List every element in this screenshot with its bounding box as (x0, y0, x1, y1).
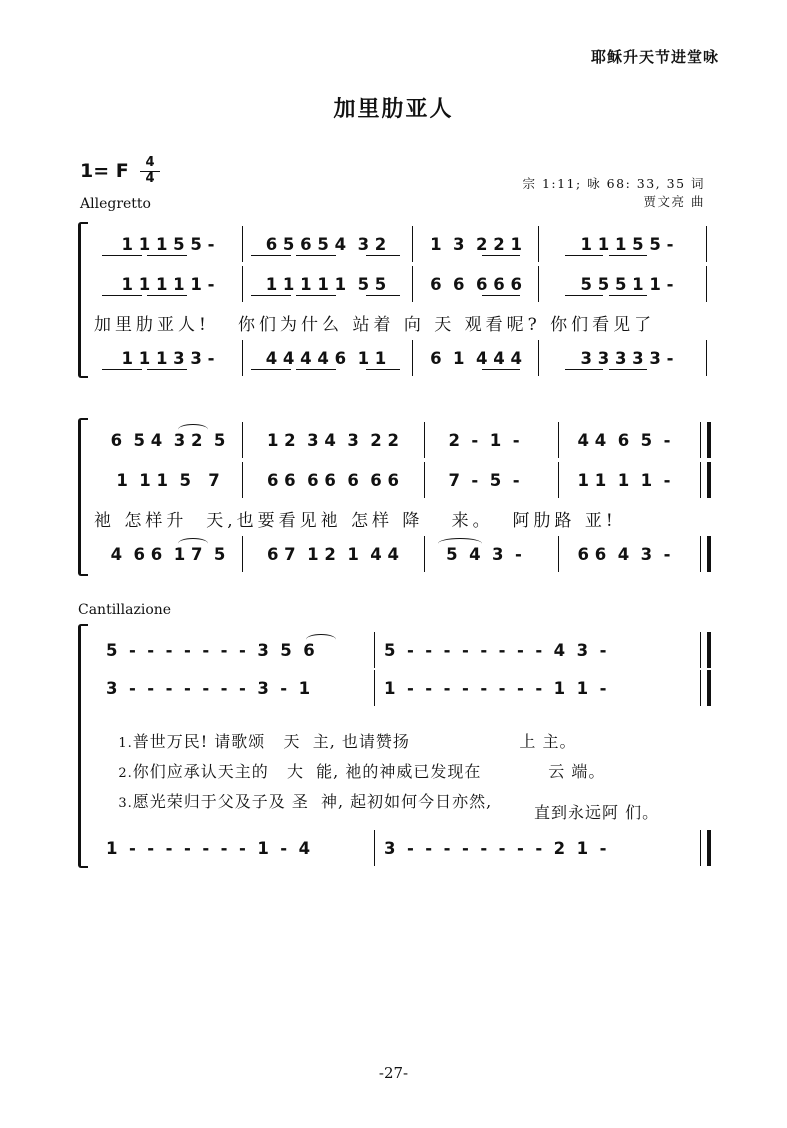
page-title: 加里肋亚人 (333, 96, 454, 122)
beam (366, 295, 400, 296)
barline (558, 462, 559, 498)
measure-2: 6 5 6 5 4 3 2 (265, 235, 387, 254)
barline (424, 422, 425, 458)
music-credit: 贾文亮 曲 (643, 194, 705, 209)
measure-1: 1 1 1 5 7 (116, 471, 220, 490)
key-signature: 1= F (80, 160, 129, 182)
voice-alto (94, 676, 714, 702)
system-brace (78, 418, 88, 576)
verse-text: 普世万民! 请歌颂 天 主, 也请赞扬 上 主。 (132, 732, 577, 751)
system-brace (78, 624, 88, 868)
barline (538, 266, 539, 302)
voice-soprano (94, 232, 714, 258)
beam (565, 255, 603, 256)
barline (706, 266, 707, 302)
verse-number: 1. (118, 736, 133, 751)
final-barline (700, 632, 711, 668)
beam (565, 369, 603, 370)
measure-3: 2 - 1 - (448, 431, 520, 450)
measure-3: 6 6 6 6 6 (430, 275, 522, 294)
measure-4: 5 5 5 1 1 - (580, 275, 674, 294)
measure-4: 4 4 6 5 - (577, 431, 671, 450)
barline (706, 226, 707, 262)
page-number: -27- (378, 1064, 409, 1082)
time-signature-numerator: 4 (140, 156, 160, 172)
measure-2: 1 1 1 1 1 5 5 (265, 275, 387, 294)
beam (366, 369, 400, 370)
lyrics-line: 加里肋亚人! 你们为什么 站着 向 天 观看呢? 你们看见了 (94, 315, 656, 335)
beam (366, 255, 400, 256)
measure-3: 7 - 5 - (448, 471, 520, 490)
final-barline (700, 422, 711, 458)
verse-number: 3. (118, 796, 133, 811)
final-barline (700, 830, 711, 866)
measure-4: 1 1 1 1 - (577, 471, 671, 490)
slur (178, 424, 208, 435)
barline (374, 632, 375, 668)
voice-soprano (94, 428, 714, 454)
measure-4: 3 3 3 3 3 - (580, 349, 674, 368)
beam (251, 369, 291, 370)
beam (609, 369, 647, 370)
barline (412, 340, 413, 376)
verse-3 (94, 770, 492, 831)
barline (242, 422, 243, 458)
beam (147, 255, 187, 256)
final-barline (700, 536, 711, 572)
beam (482, 295, 520, 296)
measure-2: 1 - - - - - - - - 1 1 - (384, 679, 607, 698)
beam (296, 295, 336, 296)
measure-2: 3 - - - - - - - - 2 1 - (384, 839, 607, 858)
beam (296, 369, 336, 370)
beam (609, 255, 647, 256)
barline (242, 266, 243, 302)
barline (242, 536, 243, 572)
barline (424, 462, 425, 498)
verse-3-ending: 直到永远阿 们。 (534, 803, 660, 822)
measure-2: 6 7 1 2 1 4 4 (266, 545, 400, 564)
beam (102, 295, 142, 296)
final-barline (700, 670, 711, 706)
barline (242, 462, 243, 498)
barline (412, 226, 413, 262)
measure-1: 1 1 1 3 3 - (121, 349, 215, 368)
voice-bass (94, 542, 714, 568)
barline (242, 340, 243, 376)
barline (538, 340, 539, 376)
beam (147, 369, 187, 370)
measure-1: 1 - - - - - - - 1 - 4 (106, 839, 311, 858)
beam (296, 255, 336, 256)
time-signature-denominator: 4 (145, 171, 155, 186)
barline (706, 340, 707, 376)
score-system-1 (78, 222, 714, 378)
voice-bass (94, 836, 714, 862)
beam (482, 369, 520, 370)
score-system-2 (78, 418, 714, 576)
collection-header: 耶稣升天节进堂咏 (590, 48, 719, 66)
barline (242, 226, 243, 262)
measure-1: 3 - - - - - - - 3 - 1 (106, 679, 311, 698)
measure-3: 5 4 3 - (446, 545, 522, 564)
barline (558, 422, 559, 458)
measure-2: 1 2 3 4 3 2 2 (266, 431, 400, 450)
voice-soprano (94, 638, 714, 664)
score-system-3 (78, 624, 714, 868)
lyrics-credit: 宗 1:11; 咏 68: 33, 35 词 (522, 176, 705, 191)
barline (538, 226, 539, 262)
beam (565, 295, 603, 296)
beam (147, 295, 187, 296)
slur (438, 538, 482, 549)
measure-1: 4 6 6 1 7 5 (110, 545, 226, 564)
measure-1: 5 - - - - - - - 3 5 6 (106, 641, 315, 660)
beam (251, 295, 291, 296)
voice-alto (94, 272, 714, 298)
verse-number: 2. (118, 766, 133, 781)
barline (424, 536, 425, 572)
barline (558, 536, 559, 572)
measure-1: 1 1 1 5 5 - (121, 235, 215, 254)
slur (178, 538, 208, 549)
measure-3: 6 1 4 4 4 (430, 349, 522, 368)
verse-text: 愿光荣归于父及子及 圣 神, 起初如何今日亦然, (132, 792, 493, 811)
measure-3: 1 3 2 2 1 (430, 235, 522, 254)
lyrics-line: 祂 怎样升 天,也要看见祂 怎样 降 来。 阿肋路 亚! (94, 511, 617, 531)
measure-1: 1 1 1 1 1 - (121, 275, 215, 294)
slur (306, 634, 336, 645)
measure-2: 6 6 6 6 6 6 6 (266, 471, 400, 490)
beam (482, 255, 520, 256)
time-signature (140, 156, 160, 186)
tempo-marking: Allegretto (80, 196, 151, 212)
section-label: Cantillazione (78, 602, 172, 618)
beam (251, 255, 291, 256)
barline (412, 266, 413, 302)
barline (374, 830, 375, 866)
voice-bass (94, 346, 714, 372)
final-barline (700, 462, 711, 498)
beam (609, 295, 647, 296)
measure-2: 4 4 4 4 6 1 1 (265, 349, 387, 368)
barline (374, 670, 375, 706)
voice-alto (94, 468, 714, 494)
measure-4: 1 1 1 5 5 - (580, 235, 674, 254)
verse-text: 你们应承认天主的 大 能, 祂的神威已发现在 云 端。 (132, 762, 606, 781)
system-brace (78, 222, 88, 378)
beam (102, 369, 142, 370)
measure-2: 5 - - - - - - - - 4 3 - (384, 641, 607, 660)
measure-1: 6 5 4 3 2 5 (110, 431, 226, 450)
measure-4: 6 6 4 3 - (577, 545, 671, 564)
beam (102, 255, 142, 256)
